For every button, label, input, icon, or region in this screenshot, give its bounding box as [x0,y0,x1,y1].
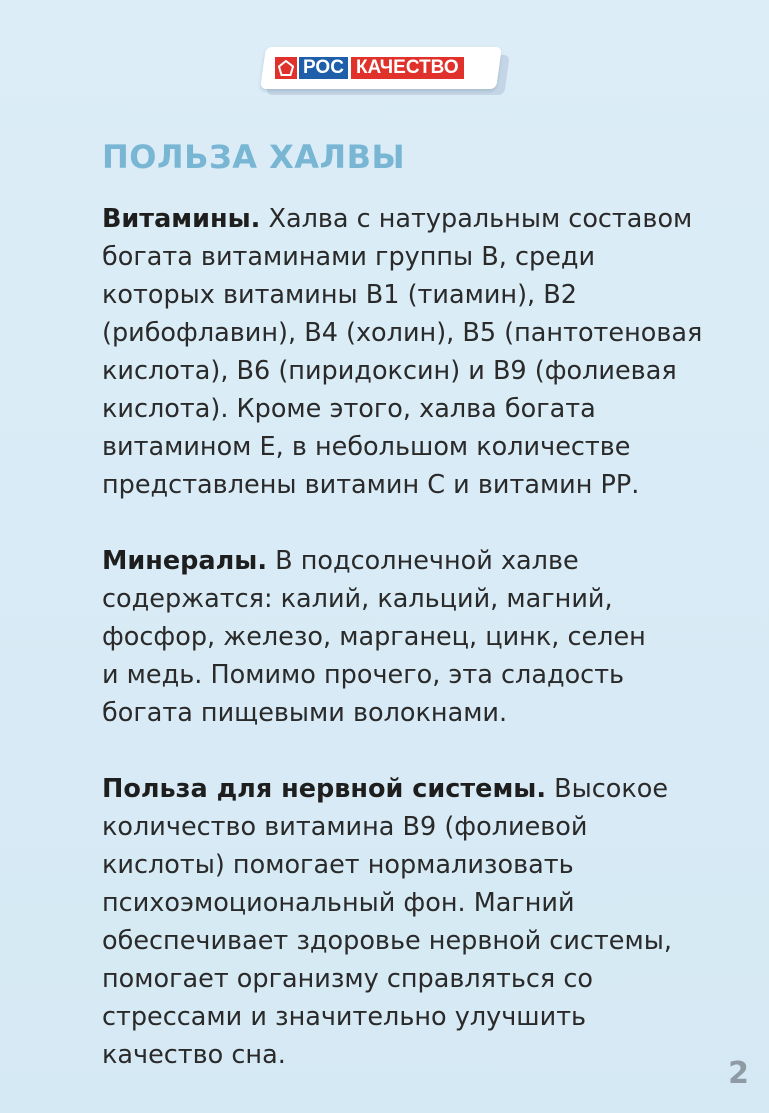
section-line: фосфор, железо, марганец, цинк, селен [102,622,646,652]
pentagon-house-icon [275,57,297,79]
article-body [102,200,742,1112]
section-line: содержатся: калий, кальций, магний, [102,584,613,614]
section-nervous-system [102,770,742,1074]
section-heading: Минералы. [102,546,268,576]
section-first-line [102,200,742,238]
page-title: ПОЛЬЗА ХАЛВЫ [102,138,406,176]
section-first-line-text: Высокое [546,774,669,804]
section-vitamins [102,200,742,504]
page-number: 2 [728,1056,749,1091]
section-minerals [102,542,742,732]
section-heading: Витамины. [102,204,261,234]
logo-ros-text: РОС [299,57,348,79]
section-line: стрессами и значительно улучшить [102,1002,587,1032]
section-first-line [102,542,742,580]
roskachestvo-logo [263,47,507,95]
logo-content [275,55,464,81]
section-line: богата пищевыми волокнами. [102,698,508,728]
section-line: (рибофлавин), B4 (холин), B5 (пантотеновая [102,318,703,348]
section-line: представлены витамин С и витамин РР. [102,470,640,500]
section-line: кислоты) помогает нормализовать [102,850,574,880]
section-line: психоэмоциональный фон. Магний [102,888,575,918]
section-line: которых витамины B1 (тиамин), B2 [102,280,577,310]
section-line: количество витамина B9 (фолиевой [102,812,588,842]
section-first-line [102,770,742,808]
section-line: качество сна. [102,1040,286,1070]
section-line: кислота). Кроме этого, халва богата [102,394,596,424]
logo-kachestvo-text: КАЧЕСТВО [351,57,464,79]
section-line: богата витаминами группы B, среди [102,242,596,272]
section-line: кислота), B6 (пиридоксин) и B9 (фолиевая [102,356,677,386]
section-line: витамином Е, в небольшом количестве [102,432,631,462]
section-heading: Польза для нервной системы. [102,774,547,804]
section-first-line-text: Халва с натуральным составом [260,204,693,234]
section-line: и медь. Помимо прочего, эта сладость [102,660,625,690]
section-first-line-text: В подсолнечной халве [267,546,579,576]
section-line: помогает организму справляться со [102,964,593,994]
section-line: обеспечивает здоровье нервной системы, [102,926,672,956]
